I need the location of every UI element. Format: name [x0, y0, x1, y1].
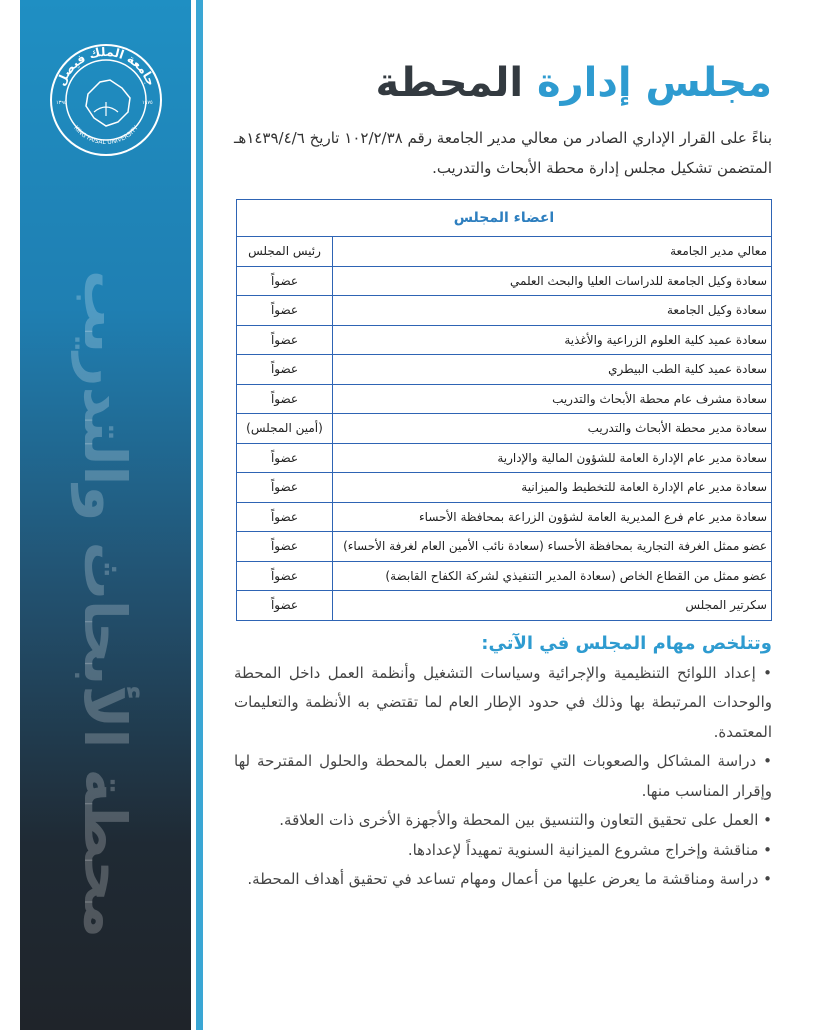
table-row	[237, 473, 772, 503]
member-name: سعادة مدير عام الإدارة العامة للتخطيط والميزانية	[333, 473, 772, 503]
title-part-1: مجلس إدارة	[537, 60, 772, 106]
logo-bottom-text: KING FAISAL UNIVERSITY	[72, 124, 140, 147]
member-name: سكرتير المجلس	[333, 591, 772, 621]
table-row	[237, 266, 772, 296]
member-role: رئيس المجلس	[237, 237, 333, 267]
table-row	[237, 414, 772, 444]
member-role: عضواً	[237, 502, 333, 532]
member-name: سعادة وكيل الجامعة للدراسات العليا والبحث العلمي	[333, 266, 772, 296]
book-icon	[94, 102, 118, 116]
member-name: سعادة وكيل الجامعة	[333, 296, 772, 326]
table-row	[237, 237, 772, 267]
member-role: عضواً	[237, 355, 333, 385]
members-table-header: اعضاء المجلس	[237, 200, 772, 237]
member-name: سعادة عميد كلية العلوم الزراعية والأغذية	[333, 325, 772, 355]
sidebar-vertical-title: محطة الأبحاث والتدريب	[71, 270, 139, 938]
member-role: عضواً	[237, 591, 333, 621]
table-row	[237, 561, 772, 591]
member-role: عضواً	[237, 532, 333, 562]
members-table	[236, 199, 772, 621]
member-role: عضواً	[237, 384, 333, 414]
svg-text:KING FAISAL UNIVERSITY	[72, 124, 140, 146]
member-role: عضواً	[237, 296, 333, 326]
task-item: • العمل على تحقيق التعاون والتنسيق بين المحطة والأجهزة الأخرى ذات العلاقة.	[279, 811, 772, 829]
member-role: عضواً	[237, 561, 333, 591]
table-row	[237, 355, 772, 385]
intro-paragraph: بناءً على القرار الإداري الصادر من معالي مدير الجامعة رقم ١٠٢/٢/٣٨ تاريخ ١٤٣٩/٤/٦هـ المتضمن تشكيل مجلس إدارة محطة الأبحاث والتدريب.	[234, 129, 772, 177]
member-name: عضو ممثل الغرفة التجارية بمحافظة الأحساء (سعادة نائب الأمين العام لغرفة الأحساء)	[333, 532, 772, 562]
member-name: سعادة مشرف عام محطة الأبحاث والتدريب	[333, 384, 772, 414]
task-item: • دراسة ومناقشة ما يعرض عليها من أعمال ومهام تساعد في تحقيق أهداف المحطة.	[247, 870, 772, 888]
table-row	[237, 502, 772, 532]
task-item: • مناقشة وإخراج مشروع الميزانية السنوية تمهيداً لإعدادها.	[407, 840, 772, 859]
university-seal-logo	[48, 42, 164, 158]
member-role: عضواً	[237, 443, 333, 473]
table-row	[237, 591, 772, 621]
member-name: سعادة مدير عام فرع المديرية العامة لشؤون الزراعة بمحافظة الأحساء	[333, 502, 772, 532]
table-row	[237, 532, 772, 562]
member-name: معالي مدير الجامعة	[333, 237, 772, 267]
task-item: • دراسة المشاكل والصعوبات التي تواجه سير العمل بالمحطة والحلول المقترحة لها وإقرار المناسب منها.	[234, 752, 772, 800]
member-name: سعادة عميد كلية الطب البيطري	[333, 355, 772, 385]
table-row	[237, 296, 772, 326]
logo-year-left: ١٣٩٥	[56, 100, 67, 106]
member-name: عضو ممثل من القطاع الخاص (سعادة المدير التنفيذي لشركة الكفاح القابضة)	[333, 561, 772, 591]
map-outline-icon	[86, 80, 130, 126]
table-row	[237, 443, 772, 473]
member-role: عضواً	[237, 473, 333, 503]
task-item: • إعداد اللوائح التنظيمية والإجرائية وسياسات التشغيل وأنظمة العمل داخل المحطة والوحدات المرتبطة بها وذلك في حدود الإطار العام لما تقتضي به الأنظمة والتعليمات المعتمدة.	[234, 663, 772, 741]
member-role: (أمين المجلس)	[237, 414, 333, 444]
table-row	[237, 325, 772, 355]
member-role: عضواً	[237, 266, 333, 296]
logo-top-text: جامعة الملك فيصل	[53, 44, 159, 88]
title-part-2: المحطة	[375, 60, 524, 106]
table-row	[237, 384, 772, 414]
member-name: سعادة مدير محطة الأبحاث والتدريب	[333, 414, 772, 444]
member-role: عضواً	[237, 325, 333, 355]
page-title	[234, 55, 772, 111]
member-name: سعادة مدير عام الإدارة العامة للشؤون المالية والإدارية	[333, 443, 772, 473]
tasks-heading: وتتلخص مهام المجلس في الآتي:	[481, 632, 772, 654]
logo-year-right: ١٩٧٥	[142, 100, 153, 106]
sidebar-stripe	[196, 0, 203, 1030]
main-content	[234, 55, 772, 895]
